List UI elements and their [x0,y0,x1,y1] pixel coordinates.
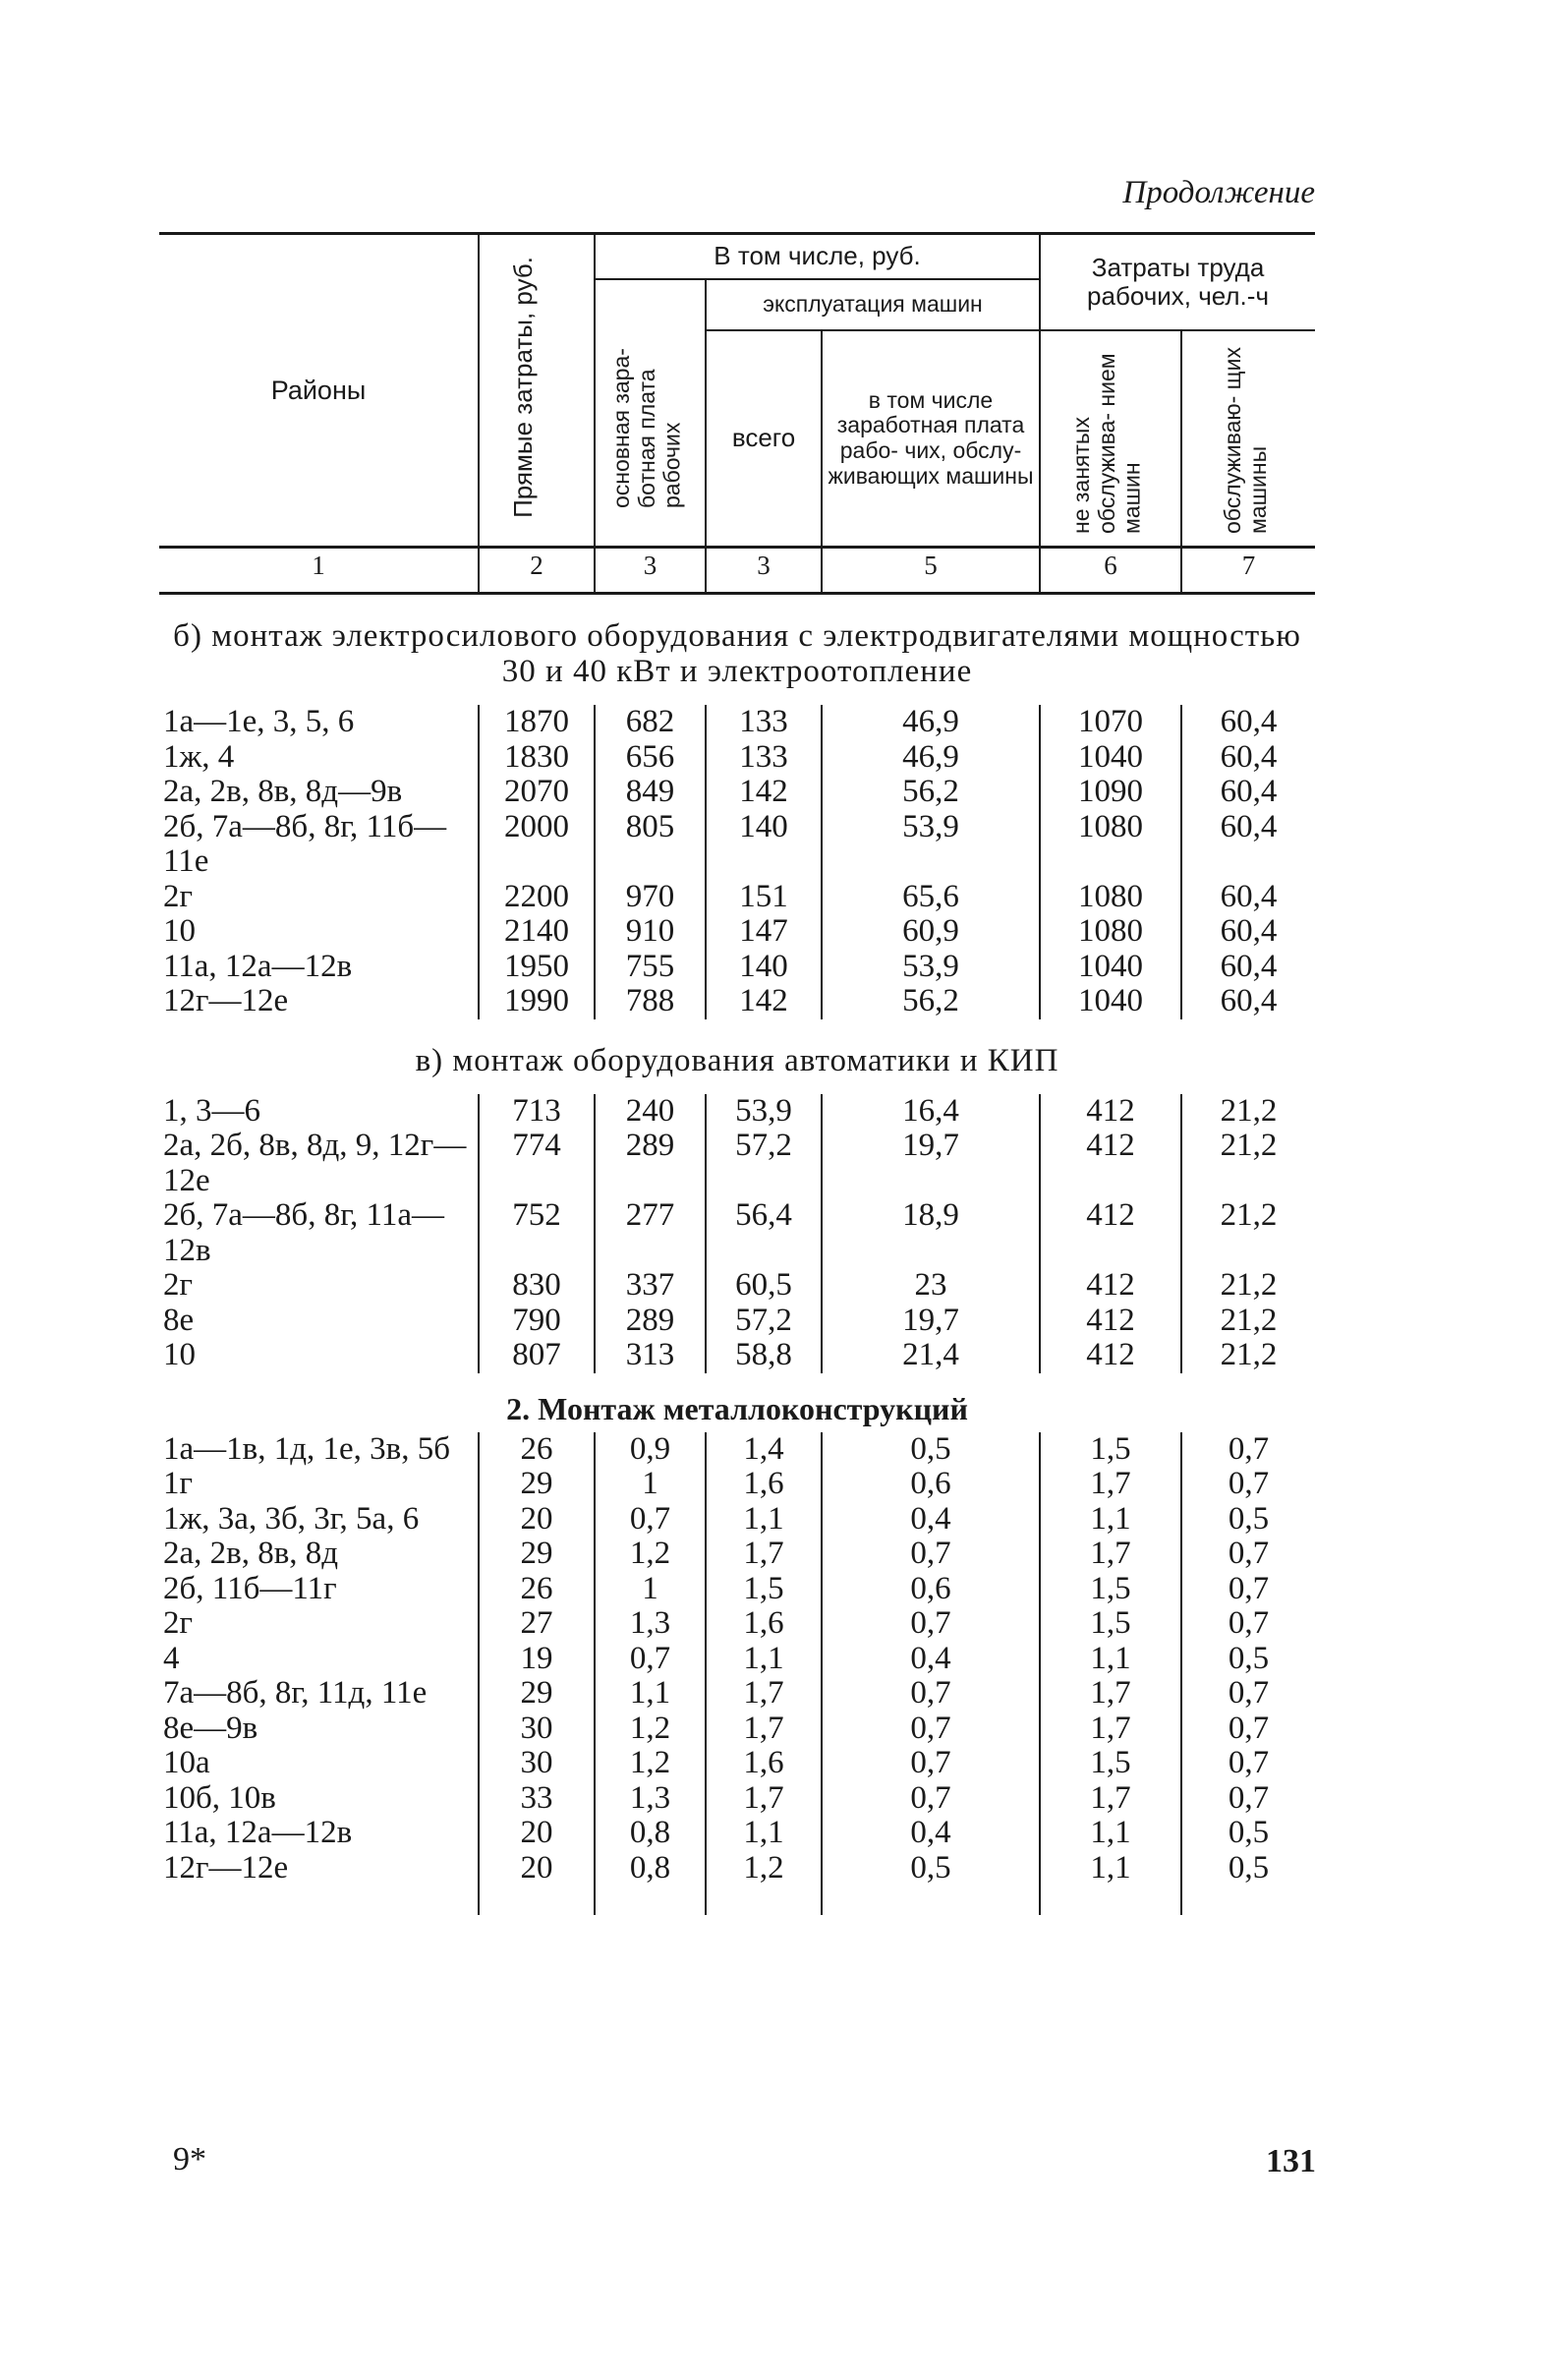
labor-not-servicing-cell: 412 [1040,1268,1181,1304]
base-wage-cell: 337 [595,1268,706,1304]
region-cell: 8е—9в [163,1710,258,1746]
machine-total-cell: 1,6 [706,1746,822,1781]
base-wage-cell: 289 [595,1129,706,1198]
spacer-cell [595,1886,706,1915]
table-row [159,740,1315,776]
direct-costs-cell: 774 [479,1129,595,1198]
labor-not-servicing-cell: 1,5 [1040,1746,1181,1781]
machine-total-cell: 142 [706,775,822,810]
table-row [159,1851,1315,1887]
spacer-cell [159,1886,479,1915]
table-row [159,1781,1315,1817]
header-including: В том числе, руб. [595,234,1040,280]
machine-wage-cell: 53,9 [822,810,1040,880]
direct-costs-cell: 26 [479,1432,595,1468]
machine-wage-cell: 0,7 [822,1606,1040,1642]
table-row [159,1094,1315,1130]
header-direct-costs: Прямые затраты, руб. [479,234,595,548]
machine-total-cell: 60,5 [706,1268,822,1304]
labor-servicing-cell: 21,2 [1181,1198,1315,1268]
machine-total-cell: 56,4 [706,1198,822,1268]
region-cell: 10 [163,913,196,949]
table-row [159,1537,1315,1572]
spacer-cell [822,1886,1040,1915]
table-row [159,880,1315,915]
direct-costs-cell: 1830 [479,740,595,776]
table-row [159,1304,1315,1339]
base-wage-cell: 0,7 [595,1642,706,1677]
labor-not-servicing-cell: 1090 [1040,775,1181,810]
base-wage-cell: 805 [595,810,706,880]
column-number: 5 [822,548,1040,594]
region-cell: 1, 3—6 [163,1092,260,1129]
machine-total-cell: 53,9 [706,1094,822,1130]
machine-wage-cell: 23 [822,1268,1040,1304]
section-heading-row [159,1019,1315,1094]
machine-wage-cell: 56,2 [822,984,1040,1019]
header-servicing: обслуживаю- щих машины [1181,330,1315,548]
labor-servicing-cell: 0,5 [1181,1851,1315,1887]
spacer-cell [706,1886,822,1915]
machine-wage-cell: 16,4 [822,1094,1040,1130]
base-wage-cell: 0,8 [595,1816,706,1851]
machine-total-cell: 147 [706,914,822,950]
spacer-cell [479,1886,595,1915]
labor-not-servicing-cell: 1040 [1040,950,1181,985]
machine-total-cell: 57,2 [706,1304,822,1339]
table-row [159,1572,1315,1607]
table-row [159,1338,1315,1373]
machine-total-cell: 1,2 [706,1851,822,1887]
machine-total-cell: 142 [706,984,822,1019]
labor-not-servicing-cell: 412 [1040,1129,1181,1198]
labor-servicing-cell: 0,7 [1181,1572,1315,1607]
table-row [159,705,1315,740]
direct-costs-cell: 2140 [479,914,595,950]
base-wage-cell: 0,9 [595,1432,706,1468]
machine-total-cell: 1,7 [706,1676,822,1712]
machine-wage-cell: 46,9 [822,705,1040,740]
table-row [159,775,1315,810]
section-title: 2. Монтаж металлоконструкций [506,1390,968,1426]
machine-wage-cell: 0,7 [822,1712,1040,1747]
labor-servicing-cell: 60,4 [1181,810,1315,880]
spacer-cell [1181,1886,1315,1915]
base-wage-cell: 289 [595,1304,706,1339]
header-base-wage: основная зара- ботная плата рабочих [595,279,706,548]
labor-not-servicing-cell: 1,1 [1040,1851,1181,1887]
direct-costs-cell: 807 [479,1338,595,1373]
header-labor-costs: Затраты труда рабочих, чел.-ч [1040,234,1315,331]
machine-wage-cell: 0,7 [822,1746,1040,1781]
table-row [159,950,1315,985]
labor-not-servicing-cell: 1,5 [1040,1606,1181,1642]
header-incl-wage: в том числе заработная плата рабо- чих, обслу- живающих машины [822,330,1040,548]
base-wage-cell: 0,8 [595,1851,706,1887]
table-row [159,984,1315,1019]
header-total: всего [706,330,822,548]
table-row [159,810,1315,880]
direct-costs-cell: 2000 [479,810,595,880]
machine-wage-cell: 53,9 [822,950,1040,985]
table-row [159,1129,1315,1198]
labor-not-servicing-cell: 1,7 [1040,1467,1181,1502]
base-wage-cell: 1 [595,1467,706,1502]
machine-wage-cell: 56,2 [822,775,1040,810]
machine-wage-cell: 46,9 [822,740,1040,776]
labor-servicing-cell: 21,2 [1181,1268,1315,1304]
direct-costs-cell: 30 [479,1712,595,1747]
machine-total-cell: 1,6 [706,1467,822,1502]
labor-not-servicing-cell: 412 [1040,1094,1181,1130]
base-wage-cell: 1,2 [595,1746,706,1781]
machine-total-cell: 1,6 [706,1606,822,1642]
column-number: 2 [479,548,595,594]
direct-costs-cell: 33 [479,1781,595,1817]
labor-servicing-cell: 60,4 [1181,984,1315,1019]
page-number: 131 [1266,2143,1316,2179]
labor-not-servicing-cell: 1,7 [1040,1712,1181,1747]
region-cell: 2б, 7а—8б, 8г, 11а—12в [163,1197,444,1268]
machine-wage-cell: 65,6 [822,880,1040,915]
machine-wage-cell: 0,4 [822,1502,1040,1538]
labor-servicing-cell: 21,2 [1181,1338,1315,1373]
direct-costs-cell: 713 [479,1094,595,1130]
base-wage-cell: 682 [595,705,706,740]
base-wage-cell: 1,2 [595,1712,706,1747]
machine-total-cell: 1,1 [706,1502,822,1538]
machine-wage-cell: 19,7 [822,1304,1040,1339]
machine-wage-cell: 19,7 [822,1129,1040,1198]
labor-not-servicing-cell: 1,1 [1040,1642,1181,1677]
labor-not-servicing-cell: 1,7 [1040,1537,1181,1572]
base-wage-cell: 1 [595,1572,706,1607]
machine-total-cell: 151 [706,880,822,915]
base-wage-cell: 1,3 [595,1606,706,1642]
labor-servicing-cell: 21,2 [1181,1094,1315,1130]
labor-not-servicing-cell: 1040 [1040,740,1181,776]
labor-servicing-cell: 60,4 [1181,950,1315,985]
machine-total-cell: 57,2 [706,1129,822,1198]
direct-costs-cell: 1990 [479,984,595,1019]
direct-costs-cell: 26 [479,1572,595,1607]
machine-wage-cell: 0,7 [822,1537,1040,1572]
table-row [159,1502,1315,1538]
machine-total-cell: 1,1 [706,1642,822,1677]
machine-wage-cell: 0,7 [822,1676,1040,1712]
labor-servicing-cell: 60,4 [1181,880,1315,915]
region-cell: 10 [163,1337,196,1372]
region-cell: 10а [163,1745,210,1780]
section-spacer [159,1886,1315,1915]
direct-costs-cell: 29 [479,1676,595,1712]
machine-wage-cell: 0,4 [822,1642,1040,1677]
labor-not-servicing-cell: 1080 [1040,914,1181,950]
region-cell: 2г [163,1267,194,1303]
region-cell: 11а, 12а—12в [163,1815,353,1850]
labor-not-servicing-cell: 1040 [1040,984,1181,1019]
header-machine-operation: эксплуатация машин [706,279,1040,330]
labor-servicing-cell: 60,4 [1181,740,1315,776]
labor-servicing-cell: 0,7 [1181,1781,1315,1817]
direct-costs-cell: 20 [479,1851,595,1887]
labor-servicing-cell: 0,7 [1181,1467,1315,1502]
labor-not-servicing-cell: 1,1 [1040,1816,1181,1851]
base-wage-cell: 0,7 [595,1502,706,1538]
table-row [159,1198,1315,1268]
machine-wage-cell: 0,4 [822,1816,1040,1851]
table-row [159,1432,1315,1468]
region-cell: 10б, 10в [163,1779,276,1816]
section-heading-row [159,1373,1315,1432]
base-wage-cell: 1,2 [595,1537,706,1572]
base-wage-cell: 755 [595,950,706,985]
machine-wage-cell: 0,5 [822,1851,1040,1887]
base-wage-cell: 788 [595,984,706,1019]
table-row [159,1746,1315,1781]
machine-wage-cell: 0,6 [822,1467,1040,1502]
column-number: 3 [595,548,706,594]
labor-servicing-cell: 0,7 [1181,1606,1315,1642]
direct-costs-cell: 2070 [479,775,595,810]
region-cell: 1а—1в, 1д, 1е, 3в, 5б [163,1430,451,1467]
header-districts: Районы [159,234,479,548]
machine-total-cell: 140 [706,810,822,880]
signature-mark: 9* [173,2141,206,2177]
direct-costs-cell: 752 [479,1198,595,1268]
region-cell: 1ж, 4 [163,738,235,775]
machine-total-cell: 1,5 [706,1572,822,1607]
table-row [159,1467,1315,1502]
direct-costs-cell: 27 [479,1606,595,1642]
region-cell: 8е [163,1302,195,1338]
region-cell: 12г—12е [163,983,289,1018]
region-cell: 11а, 12а—12в [163,948,353,984]
direct-costs-cell: 19 [479,1642,595,1677]
spacer-cell [1040,1886,1181,1915]
direct-costs-cell: 1870 [479,705,595,740]
section-title: в) монтаж оборудования автоматики и КИП [415,1042,1059,1078]
machine-total-cell: 58,8 [706,1338,822,1373]
machine-total-cell: 1,4 [706,1432,822,1468]
region-cell: 12г—12е [163,1849,289,1886]
direct-costs-cell: 20 [479,1816,595,1851]
table-row [159,1816,1315,1851]
continuation-label: Продолжение [1122,175,1315,210]
machine-wage-cell: 0,6 [822,1572,1040,1607]
labor-servicing-cell: 0,5 [1181,1642,1315,1677]
region-cell: 2б, 11б—11г [163,1570,337,1606]
labor-servicing-cell: 0,7 [1181,1712,1315,1747]
table-row [159,1268,1315,1304]
base-wage-cell: 849 [595,775,706,810]
machine-wage-cell: 18,9 [822,1198,1040,1268]
labor-servicing-cell: 0,5 [1181,1816,1315,1851]
region-cell: 1г [163,1466,194,1501]
labor-servicing-cell: 0,7 [1181,1676,1315,1712]
direct-costs-cell: 29 [479,1537,595,1572]
labor-servicing-cell: 0,7 [1181,1432,1315,1468]
region-cell: 2а, 2б, 8в, 8д, 9, 12г—12е [163,1128,467,1198]
machine-wage-cell: 0,7 [822,1781,1040,1817]
machine-total-cell: 140 [706,950,822,985]
base-wage-cell: 1,1 [595,1676,706,1712]
direct-costs-cell: 30 [479,1746,595,1781]
region-cell: 2г [163,1605,194,1641]
labor-not-servicing-cell: 1080 [1040,880,1181,915]
column-number: 3 [706,548,822,594]
region-cell: 1ж, 3а, 3б, 3г, 5а, 6 [163,1500,420,1537]
direct-costs-cell: 29 [479,1467,595,1502]
machine-wage-cell: 21,4 [822,1338,1040,1373]
base-wage-cell: 1,3 [595,1781,706,1817]
column-number: 7 [1181,548,1315,594]
table-row [159,1676,1315,1712]
labor-not-servicing-cell: 1,7 [1040,1781,1181,1817]
table-row [159,1606,1315,1642]
labor-not-servicing-cell: 1070 [1040,705,1181,740]
section-title: б) монтаж электросилового оборудования с электродвигателями мощностью 30 и 40 кВт и электроотопление [173,618,1301,689]
labor-servicing-cell: 0,7 [1181,1746,1315,1781]
region-cell: 2г [163,878,194,914]
direct-costs-cell: 830 [479,1268,595,1304]
table-row [159,914,1315,950]
direct-costs-cell: 1950 [479,950,595,985]
labor-servicing-cell: 60,4 [1181,775,1315,810]
machine-wage-cell: 0,5 [822,1432,1040,1468]
table-row [159,1642,1315,1677]
table-header [159,234,1315,548]
cost-table [159,232,1315,1915]
machine-total-cell: 1,7 [706,1712,822,1747]
region-cell: 7а—8б, 8г, 11д, 11е [163,1675,428,1711]
machine-total-cell: 1,7 [706,1781,822,1817]
machine-total-cell: 133 [706,740,822,776]
labor-servicing-cell: 21,2 [1181,1129,1315,1198]
base-wage-cell: 910 [595,914,706,950]
labor-not-servicing-cell: 1,1 [1040,1502,1181,1538]
base-wage-cell: 970 [595,880,706,915]
column-number: 6 [1040,548,1181,594]
labor-not-servicing-cell: 1080 [1040,810,1181,880]
base-wage-cell: 277 [595,1198,706,1268]
column-number: 1 [159,548,479,594]
column-number-row [159,548,1315,594]
labor-not-servicing-cell: 1,5 [1040,1572,1181,1607]
region-cell: 1а—1е, 3, 5, 6 [163,704,355,739]
direct-costs-cell: 790 [479,1304,595,1339]
base-wage-cell: 656 [595,740,706,776]
labor-servicing-cell: 0,5 [1181,1502,1315,1538]
region-cell: 2а, 2в, 8в, 8д—9в [163,774,403,809]
machine-total-cell: 1,1 [706,1816,822,1851]
direct-costs-cell: 2200 [479,880,595,915]
labor-servicing-cell: 60,4 [1181,914,1315,950]
direct-costs-cell: 20 [479,1502,595,1538]
labor-not-servicing-cell: 1,5 [1040,1432,1181,1468]
table-row [159,1712,1315,1747]
table-body [159,548,1315,1916]
labor-not-servicing-cell: 1,7 [1040,1676,1181,1712]
region-cell: 2а, 2в, 8в, 8д [163,1536,339,1571]
labor-not-servicing-cell: 412 [1040,1198,1181,1268]
machine-total-cell: 1,7 [706,1537,822,1572]
base-wage-cell: 240 [595,1094,706,1130]
labor-servicing-cell: 0,7 [1181,1537,1315,1572]
section-heading-row [159,594,1315,706]
region-cell: 4 [163,1640,180,1676]
region-cell: 2б, 7а—8б, 8г, 11б—11е [163,808,447,879]
header-not-servicing: не занятых обслужива- нием машин [1040,330,1181,548]
machine-wage-cell: 60,9 [822,914,1040,950]
labor-servicing-cell: 21,2 [1181,1304,1315,1339]
labor-not-servicing-cell: 412 [1040,1338,1181,1373]
labor-not-servicing-cell: 412 [1040,1304,1181,1339]
base-wage-cell: 313 [595,1338,706,1373]
labor-servicing-cell: 60,4 [1181,705,1315,740]
machine-total-cell: 133 [706,705,822,740]
